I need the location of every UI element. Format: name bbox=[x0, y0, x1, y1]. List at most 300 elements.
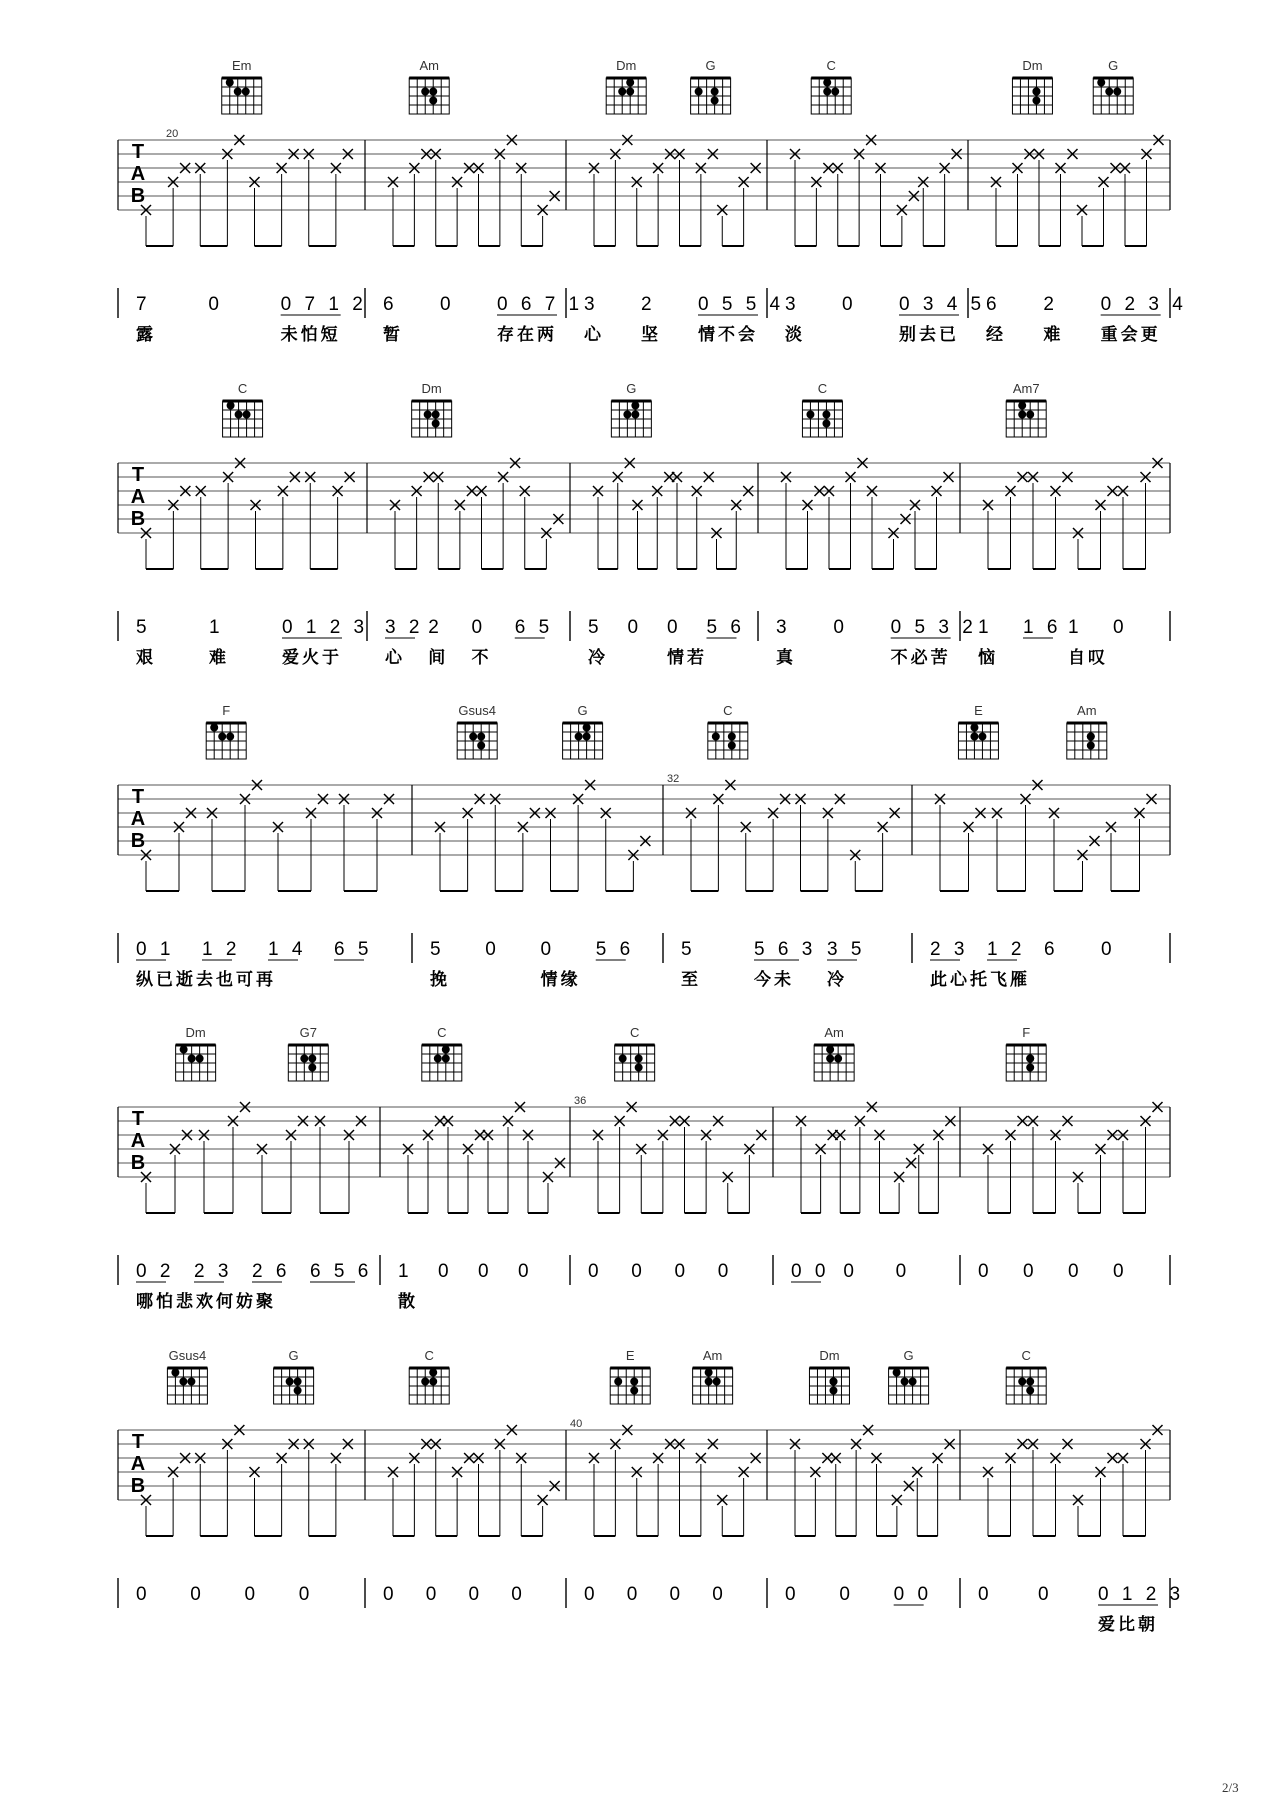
chord-name: C bbox=[817, 381, 828, 396]
chord-finger-dot bbox=[294, 1387, 302, 1395]
chord-finger-dot bbox=[227, 402, 235, 410]
chord-name: C bbox=[629, 1025, 640, 1040]
chord-diagram bbox=[206, 703, 246, 759]
chord-finger-dot bbox=[970, 733, 978, 741]
chord-finger-dot bbox=[970, 724, 978, 732]
chord-finger-dot bbox=[429, 1378, 437, 1386]
jianpu-note: 1 4 bbox=[268, 939, 307, 960]
jianpu-note: 0 bbox=[425, 1584, 441, 1605]
chord-finger-dot bbox=[575, 733, 583, 741]
chord-diagram bbox=[889, 1348, 929, 1404]
tab-clef-letter: A bbox=[130, 163, 146, 185]
chord-finger-dot bbox=[424, 411, 432, 419]
lyric-text: 散 bbox=[398, 1292, 418, 1312]
jianpu-note: 1 bbox=[398, 1261, 413, 1282]
lyric-text: 心 bbox=[385, 648, 405, 668]
lyric-text: 坚 bbox=[641, 325, 661, 345]
chord-finger-dot bbox=[623, 411, 631, 419]
chord-name: E bbox=[974, 703, 983, 718]
lyric-text: 爱比朝 bbox=[1098, 1615, 1158, 1635]
lyric-text: 心 bbox=[584, 325, 604, 345]
chord-diagram bbox=[693, 1348, 733, 1404]
jianpu-note: 2 bbox=[641, 294, 656, 315]
chord-diagram bbox=[167, 1348, 207, 1404]
chord-name: G bbox=[1108, 58, 1119, 73]
chord-diagram bbox=[223, 381, 263, 437]
chord-finger-dot bbox=[294, 1378, 302, 1386]
chord-finger-dot bbox=[286, 1378, 294, 1386]
chord-name: G bbox=[705, 58, 716, 73]
tab-system bbox=[118, 703, 1170, 990]
chord-name: C bbox=[437, 1025, 447, 1040]
lyric-text: 不必苦 bbox=[890, 648, 951, 668]
jianpu-note: 0 bbox=[588, 1261, 603, 1282]
jianpu-note: 0 bbox=[712, 1584, 727, 1605]
jianpu-note: 0 0 bbox=[791, 1261, 830, 1282]
jianpu-note: 6 bbox=[1044, 939, 1059, 960]
chord-name: Am bbox=[419, 58, 439, 73]
chord-finger-dot bbox=[901, 1378, 909, 1386]
chord-finger-dot bbox=[822, 411, 830, 419]
lyric-text: 自叹 bbox=[1068, 648, 1108, 668]
chord-name: C bbox=[723, 703, 733, 718]
chord-diagram bbox=[274, 1348, 314, 1404]
jianpu-note: 1 2 bbox=[987, 939, 1026, 960]
chord-finger-dot bbox=[831, 88, 839, 96]
chord-name: C bbox=[237, 381, 248, 396]
jianpu-note: 0 bbox=[471, 617, 487, 638]
chord-name: C bbox=[1021, 1348, 1031, 1363]
jianpu-note: 0 bbox=[717, 1261, 733, 1282]
tab-clef-letter: B bbox=[130, 508, 146, 530]
tab-system bbox=[118, 1025, 1170, 1312]
chord-finger-dot bbox=[635, 1055, 643, 1063]
chord-name: G bbox=[577, 703, 588, 718]
jianpu-note: 1 bbox=[1068, 617, 1083, 638]
jianpu-note: 5 bbox=[430, 939, 445, 960]
jianpu-note: 0 bbox=[478, 1261, 493, 1282]
chord-finger-dot bbox=[711, 88, 719, 96]
measure-number: 20 bbox=[166, 128, 179, 140]
jianpu-note: 0 bbox=[511, 1584, 526, 1605]
chord-finger-dot bbox=[1018, 402, 1026, 410]
chord-finger-dot bbox=[477, 733, 485, 741]
chord-finger-dot bbox=[218, 733, 226, 741]
chord-finger-dot bbox=[180, 1046, 188, 1054]
chord-finger-dot bbox=[1026, 1055, 1034, 1063]
chord-diagram bbox=[457, 703, 497, 759]
chord-diagram bbox=[412, 381, 452, 437]
jianpu-note: 0 bbox=[978, 1261, 993, 1282]
chord-finger-dot bbox=[728, 733, 736, 741]
chord-finger-dot bbox=[179, 1378, 187, 1386]
chord-finger-dot bbox=[614, 1378, 622, 1386]
chord-finger-dot bbox=[234, 88, 242, 96]
chord-finger-dot bbox=[705, 1369, 713, 1377]
chord-diagram bbox=[1006, 1025, 1046, 1081]
jianpu-note: 0 bbox=[244, 1584, 260, 1605]
jianpu-note: 0 0 bbox=[893, 1584, 933, 1605]
chord-finger-dot bbox=[728, 742, 736, 750]
lyric-text: 今未 bbox=[754, 970, 794, 990]
tab-clef-letter: B bbox=[130, 1475, 146, 1497]
jianpu-note: 0 bbox=[438, 1261, 453, 1282]
jianpu-note: 0 bbox=[1023, 1261, 1038, 1282]
jianpu-note: 1 bbox=[209, 617, 224, 638]
jianpu-note: 6 bbox=[986, 294, 1001, 315]
chord-name: G bbox=[288, 1348, 299, 1363]
chord-diagram bbox=[958, 703, 998, 759]
chord-finger-dot bbox=[583, 733, 591, 741]
jianpu-note: 0 bbox=[584, 1584, 599, 1605]
tab-system bbox=[118, 1348, 1184, 1635]
jianpu-note: 5 bbox=[681, 939, 696, 960]
chord-finger-dot bbox=[823, 79, 831, 87]
chord-finger-dot bbox=[235, 411, 243, 419]
chord-diagram bbox=[615, 1025, 655, 1081]
jianpu-note: 0 bbox=[1068, 1261, 1083, 1282]
chord-finger-dot bbox=[631, 411, 639, 419]
lyric-text: 别去已 bbox=[899, 325, 959, 345]
tab-clef-letter: A bbox=[130, 1453, 146, 1475]
chord-finger-dot bbox=[432, 411, 440, 419]
jianpu-note: 0 bbox=[669, 1584, 685, 1605]
chord-finger-dot bbox=[618, 88, 626, 96]
jianpu-note: 3 2 bbox=[385, 617, 424, 638]
jianpu-note: 2 bbox=[1043, 294, 1058, 315]
chord-finger-dot bbox=[909, 1378, 917, 1386]
chord-name: F bbox=[1022, 1025, 1031, 1040]
jianpu-note: 5 6 3 bbox=[754, 939, 817, 960]
chord-finger-dot bbox=[196, 1055, 204, 1063]
chord-diagram bbox=[176, 1025, 216, 1081]
jianpu-note: 0 bbox=[843, 1261, 858, 1282]
chord-diagram bbox=[606, 58, 646, 114]
chord-diagram bbox=[1067, 703, 1107, 759]
jianpu-note: 0 bbox=[839, 1584, 854, 1605]
chord-finger-dot bbox=[429, 97, 437, 105]
jianpu-note: 2 6 bbox=[252, 1261, 291, 1282]
chord-diagram bbox=[611, 381, 651, 437]
measure-number: 40 bbox=[570, 1418, 583, 1430]
chord-finger-dot bbox=[823, 88, 831, 96]
chord-finger-dot bbox=[829, 1387, 837, 1395]
chord-finger-dot bbox=[1032, 88, 1040, 96]
jianpu-note: 1 6 bbox=[1023, 617, 1062, 638]
lyric-text: 间 bbox=[428, 648, 449, 668]
jianpu-note: 0 bbox=[842, 294, 857, 315]
chord-finger-dot bbox=[1018, 411, 1026, 419]
jianpu-note: 0 bbox=[440, 294, 455, 315]
chord-finger-dot bbox=[188, 1055, 196, 1063]
chord-finger-dot bbox=[829, 1378, 837, 1386]
jianpu-note: 5 6 bbox=[595, 939, 635, 960]
chord-finger-dot bbox=[1026, 1064, 1034, 1072]
jianpu-note: 0 bbox=[785, 1584, 800, 1605]
jianpu-note: 0 bbox=[667, 617, 682, 638]
jianpu-note: 0 bbox=[674, 1261, 690, 1282]
lyric-text: 难 bbox=[209, 648, 229, 668]
jianpu-note: 0 bbox=[1101, 939, 1116, 960]
chord-finger-dot bbox=[834, 1055, 842, 1063]
chord-diagram bbox=[409, 58, 449, 114]
chord-name: G bbox=[626, 381, 637, 396]
tab-clef-letter: A bbox=[130, 486, 146, 508]
lyric-text: 艰 bbox=[136, 648, 156, 668]
chord-name: Am bbox=[702, 1348, 723, 1363]
chord-name: Dm bbox=[819, 1348, 840, 1363]
jianpu-note: 0 6 7 1 bbox=[497, 294, 584, 315]
tab-clef-letter: T bbox=[131, 1431, 145, 1453]
chord-diagram bbox=[222, 58, 262, 114]
chord-name: Am7 bbox=[1012, 381, 1040, 396]
lyric-text: 哪怕悲欢何妨聚 bbox=[136, 1292, 276, 1312]
jianpu-note: 0 bbox=[468, 1584, 484, 1605]
jianpu-note: 0 3 4 5 bbox=[899, 294, 986, 315]
lyric-text: 未怕短 bbox=[280, 325, 341, 345]
lyric-text: 重会更 bbox=[1100, 325, 1161, 345]
chord-name: C bbox=[424, 1348, 434, 1363]
measure-number: 36 bbox=[574, 1095, 587, 1107]
chord-finger-dot bbox=[1087, 733, 1095, 741]
chord-diagram bbox=[1093, 58, 1133, 114]
chord-finger-dot bbox=[626, 79, 634, 87]
jianpu-note: 0 2 3 4 bbox=[1100, 294, 1187, 315]
page-number: 2/3 bbox=[1222, 1780, 1239, 1795]
chord-finger-dot bbox=[635, 1064, 643, 1072]
jianpu-note: 6 bbox=[383, 294, 398, 315]
chord-finger-dot bbox=[477, 742, 485, 750]
lyric-text: 挽 bbox=[430, 970, 450, 990]
chord-diagram bbox=[563, 703, 603, 759]
chord-diagram bbox=[811, 58, 851, 114]
jianpu-note: 2 3 bbox=[194, 1261, 233, 1282]
chord-finger-dot bbox=[619, 1055, 627, 1063]
chord-finger-dot bbox=[713, 1378, 721, 1386]
tab-system bbox=[118, 58, 1187, 345]
chord-diagram bbox=[409, 1348, 449, 1404]
jianpu-note: 0 bbox=[518, 1261, 533, 1282]
tab-system bbox=[118, 381, 1170, 668]
chord-name: Am bbox=[824, 1025, 844, 1040]
chord-finger-dot bbox=[1105, 88, 1113, 96]
chord-diagram bbox=[288, 1025, 328, 1081]
chord-finger-dot bbox=[695, 88, 703, 96]
chord-finger-dot bbox=[242, 88, 250, 96]
chord-diagram bbox=[691, 58, 731, 114]
jianpu-note: 0 bbox=[298, 1584, 314, 1605]
jianpu-note: 0 bbox=[540, 939, 556, 960]
chord-diagram bbox=[802, 381, 842, 437]
chord-finger-dot bbox=[893, 1369, 901, 1377]
chord-finger-dot bbox=[442, 1046, 450, 1054]
chord-finger-dot bbox=[630, 1387, 638, 1395]
chord-finger-dot bbox=[1113, 88, 1121, 96]
chord-finger-dot bbox=[226, 733, 234, 741]
jianpu-note: 0 bbox=[1113, 1261, 1128, 1282]
chord-finger-dot bbox=[432, 420, 440, 428]
chord-name: G7 bbox=[299, 1025, 317, 1040]
lyric-text: 暂 bbox=[383, 325, 403, 345]
tab-clef-letter: T bbox=[131, 1108, 145, 1130]
jianpu-note: 0 bbox=[627, 617, 643, 638]
chord-diagram bbox=[809, 1348, 849, 1404]
chord-finger-dot bbox=[1026, 1378, 1034, 1386]
lyric-text: 爱火于 bbox=[282, 648, 342, 668]
jianpu-note: 6 5 6 bbox=[310, 1261, 373, 1282]
chord-finger-dot bbox=[978, 733, 986, 741]
chord-name: Gsus4 bbox=[458, 703, 496, 718]
chord-finger-dot bbox=[711, 97, 719, 105]
chord-finger-dot bbox=[308, 1064, 316, 1072]
lyric-text: 不 bbox=[471, 648, 492, 668]
chord-finger-dot bbox=[583, 724, 591, 732]
chord-finger-dot bbox=[1097, 79, 1105, 87]
lyric-text: 真 bbox=[776, 648, 796, 668]
chord-name: Am bbox=[1077, 703, 1097, 718]
lyric-text: 情若 bbox=[667, 648, 707, 668]
jianpu-note: 0 1 bbox=[136, 939, 175, 960]
chord-finger-dot bbox=[308, 1055, 316, 1063]
tab-clef-letter: T bbox=[131, 786, 145, 808]
measure-number: 32 bbox=[667, 773, 680, 785]
lyric-text: 存在两 bbox=[497, 325, 557, 345]
jianpu-note: 0 bbox=[1038, 1584, 1053, 1605]
jianpu-note: 7 bbox=[136, 294, 151, 315]
lyric-text: 此心托飞雁 bbox=[930, 970, 1030, 990]
lyric-text: 情缘 bbox=[540, 970, 581, 990]
tab-clef-letter: T bbox=[131, 464, 145, 486]
chord-diagram bbox=[708, 703, 748, 759]
lyric-text: 经 bbox=[986, 325, 1006, 345]
chord-finger-dot bbox=[434, 1055, 442, 1063]
jianpu-note: 2 bbox=[428, 617, 443, 638]
chord-name: F bbox=[222, 703, 231, 718]
lyric-text: 至 bbox=[681, 970, 701, 990]
jianpu-note: 0 bbox=[485, 939, 500, 960]
tab-clef-letter: A bbox=[130, 1130, 146, 1152]
jianpu-note: 2 3 bbox=[930, 939, 969, 960]
chord-name: Dm bbox=[1022, 58, 1043, 73]
chord-name: Dm bbox=[185, 1025, 206, 1040]
chord-finger-dot bbox=[1026, 411, 1034, 419]
lyric-text: 恼 bbox=[978, 648, 998, 668]
chord-finger-dot bbox=[187, 1378, 195, 1386]
chord-diagram bbox=[1006, 1348, 1046, 1404]
chord-finger-dot bbox=[421, 1378, 429, 1386]
jianpu-note: 5 bbox=[136, 617, 151, 638]
chord-name: Gsus4 bbox=[168, 1348, 207, 1363]
jianpu-note: 0 bbox=[136, 1584, 151, 1605]
tab-clef-letter: B bbox=[130, 185, 146, 207]
jianpu-note: 5 bbox=[588, 617, 603, 638]
chord-finger-dot bbox=[631, 402, 639, 410]
chord-finger-dot bbox=[210, 724, 218, 732]
lyric-text: 淡 bbox=[785, 325, 805, 345]
jianpu-note: 5 6 bbox=[706, 617, 745, 638]
jianpu-note: 0 1 2 3 bbox=[282, 617, 369, 638]
jianpu-note: 0 bbox=[208, 294, 223, 315]
chord-name: Em bbox=[231, 58, 252, 73]
lyric-text: 冷 bbox=[588, 648, 608, 668]
chord-diagram bbox=[1006, 381, 1046, 437]
chord-diagram bbox=[422, 1025, 462, 1081]
chord-finger-dot bbox=[705, 1378, 713, 1386]
lyric-text: 纵已逝去也可再 bbox=[136, 970, 276, 990]
jianpu-note: 0 bbox=[631, 1261, 646, 1282]
chord-finger-dot bbox=[429, 88, 437, 96]
jianpu-note: 0 7 1 2 bbox=[280, 294, 367, 315]
jianpu-note: 0 5 3 2 bbox=[890, 617, 977, 638]
jianpu-note: 0 bbox=[383, 1584, 398, 1605]
chord-name: G bbox=[903, 1348, 914, 1363]
jianpu-note: 0 bbox=[895, 1261, 911, 1282]
chord-finger-dot bbox=[806, 411, 814, 419]
jianpu-note: 0 1 2 3 bbox=[1098, 1584, 1185, 1605]
chord-name: Dm bbox=[616, 58, 637, 73]
chord-finger-dot bbox=[1018, 1378, 1026, 1386]
jianpu-note: 1 bbox=[978, 617, 993, 638]
chord-finger-dot bbox=[630, 1378, 638, 1386]
jianpu-note: 6 5 bbox=[334, 939, 373, 960]
tab-clef-letter: B bbox=[130, 830, 146, 852]
jianpu-note: 3 bbox=[776, 617, 791, 638]
chord-finger-dot bbox=[243, 411, 251, 419]
chord-finger-dot bbox=[1032, 97, 1040, 105]
jianpu-note: 0 bbox=[626, 1584, 642, 1605]
lyric-text: 冷 bbox=[827, 970, 847, 990]
chord-finger-dot bbox=[1087, 742, 1095, 750]
tab-clef-letter: T bbox=[131, 141, 145, 163]
chord-finger-dot bbox=[442, 1055, 450, 1063]
chord-name: Dm bbox=[421, 381, 442, 396]
jianpu-note: 3 bbox=[785, 294, 800, 315]
jianpu-note: 3 bbox=[584, 294, 599, 315]
chord-finger-dot bbox=[300, 1055, 308, 1063]
lyric-text: 情不会 bbox=[698, 325, 758, 345]
chord-diagram bbox=[1012, 58, 1052, 114]
tab-clef-letter: B bbox=[130, 1152, 146, 1174]
chord-finger-dot bbox=[429, 1369, 437, 1377]
jianpu-note: 6 5 bbox=[514, 617, 554, 638]
lyric-text: 露 bbox=[136, 325, 156, 345]
chord-finger-dot bbox=[822, 420, 830, 428]
chord-diagram bbox=[610, 1348, 650, 1404]
chord-finger-dot bbox=[626, 88, 634, 96]
chord-finger-dot bbox=[1026, 1387, 1034, 1395]
chord-finger-dot bbox=[171, 1369, 179, 1377]
tab-clef-letter: A bbox=[130, 808, 146, 830]
jianpu-note: 0 bbox=[978, 1584, 993, 1605]
chord-finger-dot bbox=[712, 733, 720, 741]
chord-finger-dot bbox=[826, 1046, 834, 1054]
chord-name: C bbox=[826, 58, 836, 73]
jianpu-note: 0 2 bbox=[136, 1261, 175, 1282]
chord-diagram bbox=[814, 1025, 854, 1081]
jianpu-note: 0 bbox=[1113, 617, 1128, 638]
lyric-text: 难 bbox=[1043, 325, 1064, 345]
chord-name: E bbox=[625, 1348, 635, 1363]
jianpu-note: 0 5 5 4 bbox=[698, 294, 785, 315]
chord-finger-dot bbox=[226, 79, 234, 87]
chord-finger-dot bbox=[469, 733, 477, 741]
jianpu-note: 0 bbox=[833, 617, 848, 638]
chord-finger-dot bbox=[826, 1055, 834, 1063]
jianpu-note: 3 5 bbox=[827, 939, 866, 960]
jianpu-note: 0 bbox=[190, 1584, 205, 1605]
jianpu-note: 1 2 bbox=[202, 939, 241, 960]
chord-finger-dot bbox=[421, 88, 429, 96]
